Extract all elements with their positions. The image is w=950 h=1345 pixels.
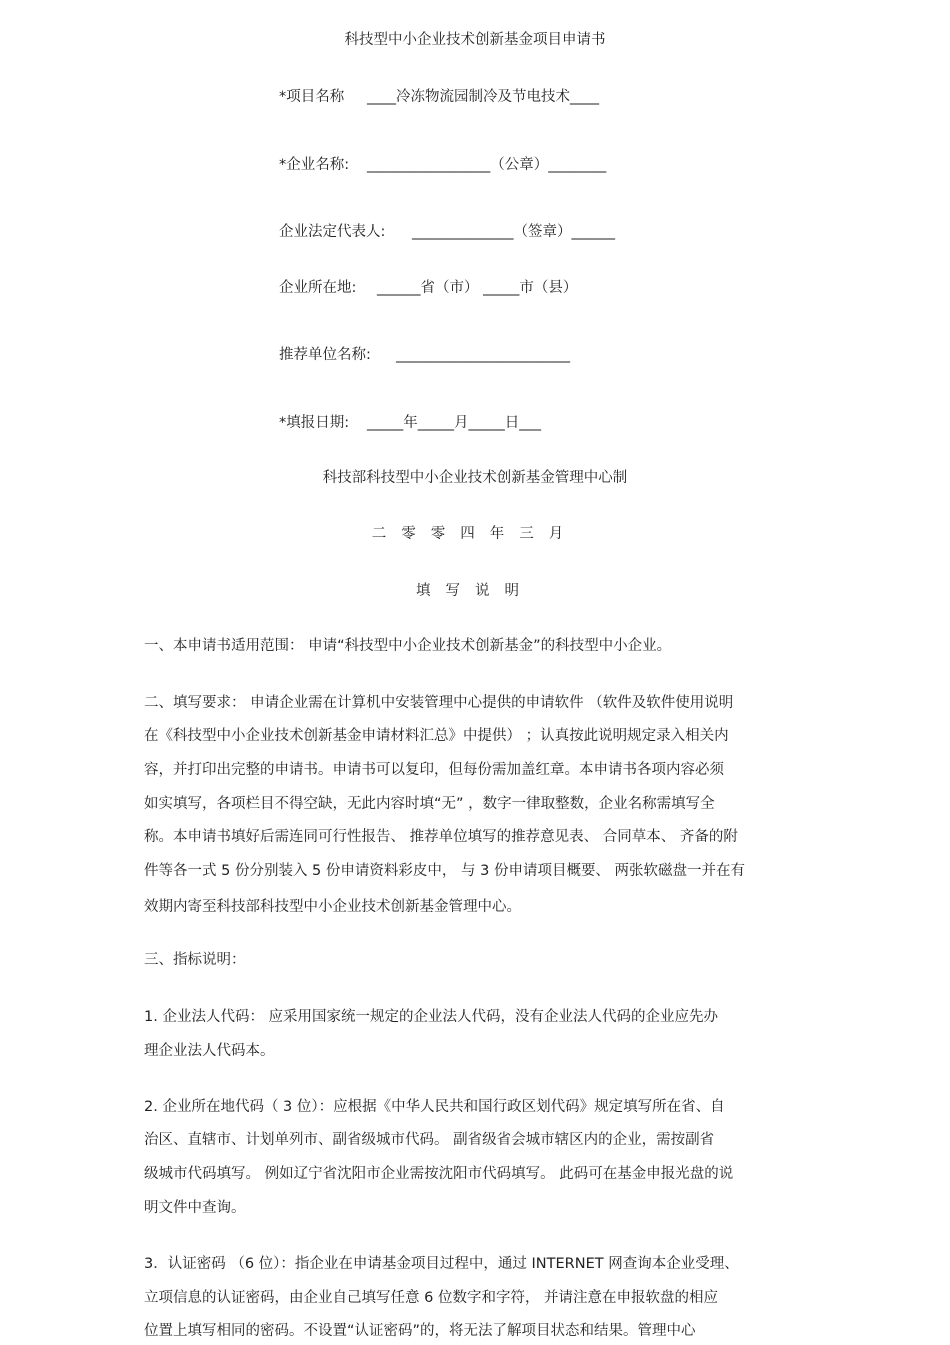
location-label: 企业所在地: [279,280,357,296]
instruction-line: 件等各一式 5 份分别装入 5 份申请资料彩皮中， 与 3 份申请项目概要、 两张软磁盘一并在有 [144,863,746,879]
legal-rep-label: 企业法定代表人: [279,224,386,240]
instruction-line: 效期内寄至科技部科技型中小企业技术创新基金管理中心。 [144,899,521,915]
instruction-line: 在《科技型中小企业技术创新基金申请材料汇总》中提供） ；认真按此说明规定录入相关内 [144,728,729,744]
instruction-line: 立项信息的认证密码，由企业自己填写任意 6 位数字和字符， 并请注意在申报软盘的相应 [144,1290,719,1306]
instructions-heading: 填写说明 [416,583,534,599]
location-value: ______省（市） _____市（县） [377,280,578,296]
instruction-line: 级城市代码填写。 例如辽宁省沈阳市企业需按沈阳市代码填写。 此码可在基金申报光盘的说 [144,1166,734,1182]
issuer: 科技部科技型中小企业技术创新基金管理中心制 [322,470,628,486]
project-name-value: ____冷冻物流园制冷及节电技术____ [367,89,599,105]
project-name-label: *项目名称 [279,89,345,105]
date-label: *填报日期: [279,415,350,431]
instruction-line: 称。本申请书填好后需连同可行性报告、 推荐单位填写的推荐意见表、 合同草本、 齐备的附 [144,829,738,845]
instruction-line: 二、填写要求： 申请企业需在计算机中安装管理中心提供的申请软件 （软件及软件使用说明 [144,695,734,711]
instruction-line: 2. 企业所在地代码（ 3 位）：应根据《中华人民共和国行政区划代码》规定填写所在省、自 [144,1099,725,1115]
instruction-line: 容，并打印出完整的申请书。申请书可以复印，但每份需加盖红章。本申请书各项内容必须 [144,762,724,778]
issue-date: 二零零四年三月 [371,526,579,542]
company-label: *企业名称: [279,157,350,173]
instruction-line: 3．认证密码 （6 位）：指企业在申请基金项目过程中，通过 INTERNET 网查询本企业受理、 [144,1256,739,1272]
recommender-value: ________________________ [396,347,570,363]
instruction-line: 位置上填写相同的密码。不设置“认证密码”的，将无法了解项目状态和结果。管理中心 [144,1323,696,1339]
instruction-line: 一、本申请书适用范围： 申请“科技型中小企业技术创新基金”的科技型中小企业。 [144,638,672,654]
section-heading: 三、指标说明： [144,952,246,968]
instruction-line: 治区、直辖市、计划单列市、副省级城市代码。 副省级省会城市辖区内的企业，需按副省 [144,1132,715,1148]
recommender-label: 推荐单位名称: [279,347,371,363]
instruction-line: 明文件中查询。 [144,1200,246,1216]
instruction-line: 1. 企业法人代码： 应采用国家统一规定的企业法人代码，没有企业法人代码的企业应先办 [144,1009,719,1025]
instruction-line: 理企业法人代码本。 [144,1043,275,1059]
instruction-line: 如实填写，各项栏目不得空缺，无此内容时填“无” ，数字一律取整数，企业名称需填写全 [144,796,715,812]
legal-rep-value: ______________（签章）______ [412,224,615,240]
company-value: _________________（公章）________ [367,157,607,173]
document-title: 科技型中小企业技术创新基金项目申请书 [344,32,606,48]
date-value: _____年_____月_____日___ [367,415,541,431]
